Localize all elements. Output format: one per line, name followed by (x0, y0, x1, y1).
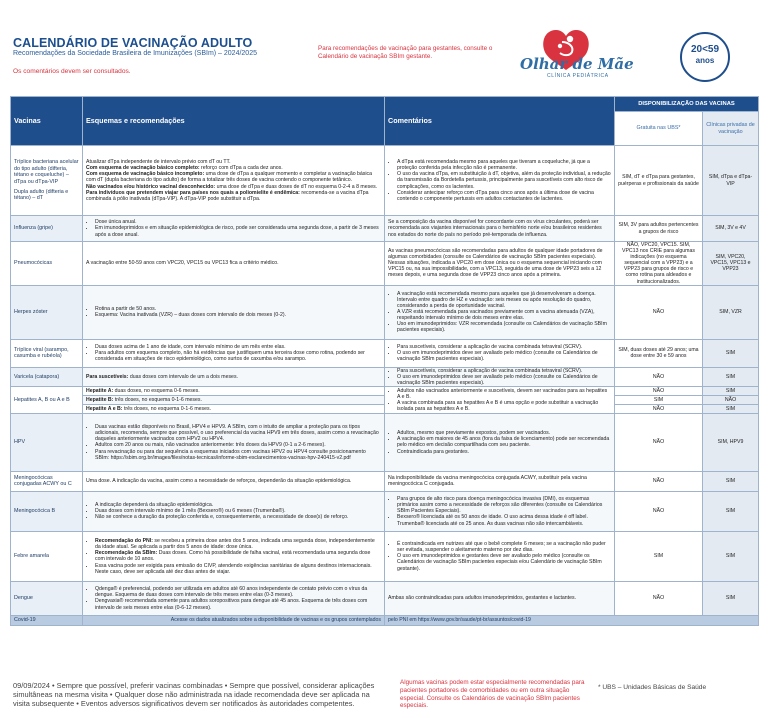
paragraph (86, 190, 381, 202)
text: Se a composição da vacina disponível for concordante com os vírus circulantes, poderá ser recomendada aos viajantes internacionais para o hemisfério norte e/ou brasileiros residentes nos estados do norte do país no período pré-temporada de influenza. (388, 219, 602, 238)
text: Duas doses. Como há possibilidade de falha vacinal, está recomendada uma segunda dose com intervalo de 10 anos. (95, 550, 371, 563)
comments-cell (385, 581, 615, 615)
bullet-item (397, 321, 611, 333)
text: A vacinação está recomendada mesmo para aqueles que já desenvolveram a doença. Intervalo entre quadro de HZ e vacinação: seis meses ou após resolução do quadro, considerando a perda de oportunidade vacinal. (397, 290, 596, 310)
bold-label: Recomendação do PNI: (95, 538, 153, 545)
bullet-item (397, 449, 611, 455)
age-badge (680, 32, 730, 82)
bullet-item (95, 449, 381, 461)
bullet-item (95, 514, 381, 520)
comments-cell (385, 413, 615, 471)
bullet-item (397, 159, 611, 171)
age-range: 20<59 (690, 44, 720, 55)
private-availability: NÃO (703, 395, 759, 404)
bullet-item (397, 514, 611, 526)
ubs-availability: NÃO (615, 581, 703, 615)
bullet-list (388, 291, 611, 334)
vaccine-name: Hepatites A, B ou A e B (11, 386, 83, 413)
ubs-availability: NÃO (615, 491, 703, 531)
bullet-list (86, 306, 381, 318)
text: Duas doses acima de 1 ano de idade, com intervalo mínimo de um mês entre elas. (95, 344, 286, 351)
text: A VZR está recomendada para vacinados previamente com a vacina atenuada (VZA), respeitando intervalo mínimo de dois meses entre elas. (397, 309, 595, 322)
text: Dengvaxia® recomendada somente para adultos soropositivos para dengue até 45 anos. Esquema de três doses com intervalo de seis meses entre elas (0-6-12 meses). (95, 598, 368, 611)
vaccine-name (11, 491, 83, 531)
table-row (11, 216, 759, 242)
scheme-cell (83, 386, 385, 395)
table-row (11, 386, 759, 395)
bullet-list (388, 430, 611, 454)
text: Essa vacina pode ser exigida para emissão do CIVP, atendendo exigências sanitárias de alguns destinos internacionais. Neste caso, deve ser aplicada até dez dias antes de viajar. (95, 562, 372, 575)
ubs-availability: SIM (615, 395, 703, 404)
scheme-cell (83, 216, 385, 242)
bullet-item (397, 291, 611, 309)
logo-subtitle: CLÍNICA PEDIÁTRICA (547, 73, 609, 79)
table-row (11, 146, 759, 216)
private-availability: SIM, HPV9 (703, 413, 759, 471)
text: Para revacinação ou para dar sequência a esquemas iniciados com vacinas HPV2 ou HPV4 consulte posicionamento SBIm: https://sbim.org.br/images/files/notas-tecnicas/informe-sbim-esclarecimentos-vacinas-hpv-240415-v2.pdf (95, 448, 366, 461)
text: duas doses com intervalo de um a dois meses. (128, 373, 238, 380)
bullet-list (388, 541, 611, 571)
bullet-item (397, 541, 611, 553)
header-comentarios: Comentários (385, 97, 615, 146)
bold-label: Hepatite B: (86, 396, 114, 403)
text: Qdenga® é preferencial, podendo ser utilizada em adultos até 60 anos independente de contato prévio com o vírus da dengue. Esquema de duas doses com intervalo de três meses entre elas (0-3 meses). (95, 586, 368, 599)
bullet-item (95, 312, 381, 318)
table-row (11, 339, 759, 367)
page-subtitle: Recomendações da Sociedade Brasileira de Imunizações (SBIm) – 2024/2025 (13, 50, 257, 57)
text: Adultos com 20 anos ou mais, não vacinados anteriormente: três doses da HPV9 (0-1 a 2-6 meses). (95, 442, 326, 449)
text: Duas doses com intervalo mínimo de 1 mês (Bexsero®) ou 6 meses (Trumenba®). (95, 508, 286, 515)
bold-label: Com esquema de vacinação básico incompleto: (86, 171, 205, 178)
text: A dTpa está recomendada mesmo para aqueles que tiveram a coqueluche, já que a proteção conferida pela infecção não é permanente. (397, 159, 590, 172)
comments-cell (385, 242, 615, 286)
text: Para adultos com esquema completo, não há evidências que justifiquem uma terceira dose como rotina, podendo ser considerada em situações de risco epidemiológico, como surtos de caxumba e/ou sarampo. (95, 350, 365, 363)
text: duas doses, no esquema 0-6 meses. (113, 387, 200, 394)
bullet-item (397, 496, 611, 514)
table-row (11, 285, 759, 339)
private-availability: SIM (703, 339, 759, 367)
ubs-availability: NÃO, VPC20, VPC15. SIM, VPC13 nos CRIE para algumas indicações (no esquema sequencial com a VPP23) e a VPP23 para grupos de risco e como rotina para aldeados e institucionalizados. (615, 242, 703, 286)
bullet-list (388, 159, 611, 202)
private-availability: SIM, 3V e 4V (703, 216, 759, 242)
ubs-availability: NÃO (615, 367, 703, 386)
paragraph (86, 260, 381, 266)
vaccine-name-extra: Dupla adulto (difteria e tétano) – dT (14, 188, 69, 202)
text: três doses, no esquema 0-1-6 meses. (113, 396, 202, 403)
private-availability: SIM (703, 471, 759, 491)
comments-cell (385, 285, 615, 339)
text: Para suscetíveis, considerar a aplicação de vacina combinada tetraviral (SCRV). (397, 367, 583, 374)
comments-cell (385, 471, 615, 491)
text: uma dose de dTpa a qualquer momento e completar a vacinação básica com dT (dupla bacteriana do tipo adulto) de forma a totalizar três doses de vacina contendo o componente tetânico. (86, 171, 373, 184)
private-availability: SIM (703, 367, 759, 386)
bullet-item (397, 171, 611, 189)
vaccine-name (11, 285, 83, 339)
text: As vacinas pneumocócicas são recomendadas para adultos de qualquer idade portadores de algumas comorbidades (consulte os Calendários de vacinação SBIm pacientes especiais). Nessas situações, indicada a VPC20 em dose única ou o esquema sequencial iniciando com VPC15 ou, na sua impossibilidade, com a VPC13, seguida de uma dose de VPP23 seis a 12 meses depois, e uma segunda dose de VPP23 cinco anos após a primeira. (388, 248, 603, 279)
text: Contraindicada para gestantes. (397, 448, 470, 455)
bullet-list (388, 496, 611, 526)
scheme-cell (83, 491, 385, 531)
footer-special-note: Algumas vacinas podem estar especialmente recomendadas para pacientes portadores de comorbidades ou em outra situação especial. Consulte os Calendários de vacinação SBIm pacientes especiais. (400, 679, 585, 710)
ubs-availability: NÃO (615, 404, 703, 413)
ubs-availability: SIM, 3V para adultos pertencentes a grupos de risco (615, 216, 703, 242)
private-availability: SIM, VZR (703, 285, 759, 339)
vaccine-name-text: Tríplice bacteriana acelular do tipo adulto (difteria, tétano e coqueluche) – dTpa ou dTpa-VIP (14, 159, 79, 185)
page-header (0, 0, 768, 95)
bullet-item (95, 598, 381, 610)
vaccine-name-text: Tríplice viral (sarampo, caxumba e rubéola) (14, 346, 69, 360)
header-privadas: Clínicas privadas de vacinação (703, 112, 759, 146)
bullet-item (397, 190, 611, 202)
bullet-list (86, 586, 381, 610)
bold-label: Hepatite A: (86, 387, 114, 394)
bullet-list (86, 424, 381, 461)
table-row (11, 581, 759, 615)
bullet-item (95, 424, 381, 442)
text: Adultos não vacinados anteriormente e suscetíveis, devem ser vacinados para as hepatites A e B. (397, 387, 608, 400)
vaccine-name (11, 242, 83, 286)
private-availability: SIM, dTpa e dTpa-VIP (703, 146, 759, 216)
scheme-cell (83, 242, 385, 286)
vaccine-name-text: Varicela (catapora) (14, 373, 60, 380)
vaccine-name-text: HPV (14, 439, 26, 446)
text: A vacinação entre 50-59 anos com VPC20, VPC15 ou VPC13 fica a critério médico. (86, 260, 279, 267)
vaccine-name (11, 413, 83, 471)
scheme-cell (83, 471, 385, 491)
text: Duas vacinas estão disponíveis no Brasil, HPV4 e HPV9. A SBIm, com o intuito de ampliar a proteção para os tipos adicionais, recomenda, sempre que possível, o uso preferencial da vacina HPV9 em três doses, assim como a revacinação daqueles anteriormente vacinados com HPV2 ou HPV4. (95, 424, 379, 443)
text: Não se conhece a duração da proteção conferida e, consequentemente, a necessidade de dose(s) de reforço. (95, 514, 349, 521)
ubs-availability: SIM (615, 531, 703, 581)
paragraph (86, 171, 381, 183)
text: Dose única anual. (95, 219, 137, 226)
ubs-availability: NÃO (615, 285, 703, 339)
comments-cell (385, 491, 615, 531)
ubs-availability: NÃO (615, 471, 703, 491)
vaccine-name (11, 471, 83, 491)
paragraph (388, 248, 611, 278)
text: recomenda-se a vacina dTpa combinada à pólio inativada (dTpa-VIP). A dTpa-VIP pode substituir a dTpa. (86, 189, 369, 202)
bullet-list (388, 368, 611, 386)
text: Uso em imunodeprimidos: VZR recomendada (consulte os Calendários de vacinação SBIm pacientes especiais). (397, 321, 607, 334)
text: O uso em imunodeprimidos deve ser avaliado pelo médico (consulte os Calendários de vacinação SBIm pacientes especiais). (397, 373, 598, 386)
vaccine-name (11, 339, 83, 367)
paragraph (86, 374, 381, 380)
scheme-cell (83, 367, 385, 386)
bullet-list (86, 538, 381, 575)
table-row (11, 413, 759, 471)
text: Esquema: Vacina inativada (VZR) – duas doses com intervalo de dois meses (0-2). (95, 312, 287, 319)
text: reforço com dTpa a cada dez anos. (199, 165, 283, 172)
private-availability: SIM (703, 404, 759, 413)
comments-cell (385, 339, 615, 367)
text: Ambas são contraindicadas para adultos imunodeprimidos, gestantes e lactantes. (388, 595, 577, 602)
table-row-covid (11, 615, 759, 625)
private-availability: SIM (703, 531, 759, 581)
comments-cell (385, 367, 615, 386)
header-ubs: Gratuita nas UBS* (615, 112, 703, 146)
bullet-list (388, 344, 611, 362)
vaccine-name (11, 581, 83, 615)
text: se recebeu a primeira dose antes dos 5 anos, indicada uma segunda dose, independentemente da idade atual. Se aplicada a partir dos 5 anos de idade: dose única. (95, 538, 375, 551)
paragraph (388, 475, 611, 487)
scheme-cell (83, 285, 385, 339)
ubs-availability: NÃO (615, 413, 703, 471)
vaccine-name (11, 146, 83, 216)
text: Atualizar dTpa independente de intervalo prévio com dT ou TT. (86, 159, 231, 166)
ubs-availability: NÃO (615, 386, 703, 395)
vaccine-name-text: Febre amarela (14, 553, 50, 560)
bullet-item (397, 309, 611, 321)
bullet-item (397, 400, 611, 412)
text: Em imunodeprimidos e em situação epidemiológica de risco, pode ser considerada uma segunda dose, a partir de 3 meses após a dose anual. (95, 225, 379, 238)
private-availability: SIM, VPC20, VPC15, VPC13 e VPP23 (703, 242, 759, 286)
private-availability: SIM (703, 386, 759, 395)
logo-name: Olhar de Mãe (520, 55, 634, 73)
covid-scheme: Acesse os dados atualizados sobre a disponibilidade de vacinas e os grupos contemplados (83, 615, 385, 625)
text: A vacinação em maiores de 45 anos (fora da faixa de licenciamento) pode ser recomendada pelo médico em decisão compartilhada com seu paciente. (397, 436, 610, 449)
bullet-item (95, 350, 381, 362)
bullet-item (397, 553, 611, 571)
text: três doses, no esquema 0-1-6 meses. (122, 405, 212, 412)
table-row (11, 367, 759, 386)
vaccine-name-text: Pneumocócicas (14, 260, 53, 267)
text: A indicação dependerá da situação epidemiológica. (95, 502, 214, 509)
vaccine-name: Covid-19 (11, 615, 83, 625)
text: O uso em imunodeprimidos e gestantes deve ser avaliado pelo médico (consulte os Calendários de vacinação SBIm pacientes especiais e/ou Calendário de vacinação SBIm gestante). (397, 553, 602, 572)
vaccine-name (11, 216, 83, 242)
bold-label: Hepatite A e B: (86, 405, 123, 412)
ubs-availability: SIM, dT e dTpa para gestantes, puérperas e profissionais da saúde (615, 146, 703, 216)
bullet-item (397, 436, 611, 448)
table-row (11, 471, 759, 491)
comments-cell (385, 531, 615, 581)
paragraph (86, 478, 381, 484)
age-unit: anos (695, 56, 715, 65)
text: A vacina combinada para as hepatites A e B é uma opção e pode substituir a vacinação isolada para as hepatites A e B. (397, 399, 599, 413)
comments-cell (385, 216, 615, 242)
page-title: CALENDÁRIO DE VACINAÇÃO ADULTO (13, 36, 253, 50)
comments-cell (385, 386, 615, 413)
bullet-item (397, 350, 611, 362)
text: Para suscetíveis, considerar a aplicação de vacina combinada tetraviral (SCRV). (397, 344, 583, 351)
header-vacinas: Vacinas (11, 97, 83, 146)
header-esquemas: Esquemas e recomendações (83, 97, 385, 146)
bullet-list (86, 219, 381, 237)
private-availability: SIM (703, 581, 759, 615)
bold-label: Para indivíduos que pretendem viajar para países nos quais a poliomielite é endêmica: (86, 189, 300, 196)
pregnant-note: Para recomendações de vacinação para gestantes, consulte o Calendário de vacinação SBIm gestante. (318, 45, 493, 60)
scheme-cell (83, 339, 385, 367)
covid-link[interactable]: pelo PNI em https://www.gov.br/saude/pt-br/assuntos/covid-19 (385, 615, 759, 625)
vaccine-name (11, 531, 83, 581)
bullet-item (95, 563, 381, 575)
text: Para grupos de alto risco para doença meningocócica invasiva (DMI), os esquemas primários assim como a necessidade de reforços são diferentes (consulte os Calendários SBIm Pacientes Especiais). (397, 496, 603, 515)
paragraph (388, 595, 611, 601)
table-row (11, 531, 759, 581)
scheme-cell (83, 581, 385, 615)
header-disponibilizacao: DISPONIBILIZAÇÃO DAS VACINAS (615, 97, 759, 112)
text: Uma dose. A indicação da vacina, assim como a necessidade de reforços, dependerão da situação epidemiológica. (86, 478, 352, 485)
table-row (11, 242, 759, 286)
bullet-list (86, 344, 381, 362)
bullet-list (86, 502, 381, 520)
text: Na indisponibilidade da vacina meningocócica conjugada ACWY, substituir pela vacina meningocócica C conjugada. (388, 475, 587, 488)
scheme-cell (83, 404, 385, 413)
ubs-availability: SIM, duas doses até 29 anos; uma dose entre 30 e 59 anos (615, 339, 703, 367)
table-row (11, 491, 759, 531)
text: Adultos, mesmo que previamente expostos, podem ser vacinados. (397, 430, 551, 437)
bullet-item (95, 225, 381, 237)
vaccine-name-text: Meningocócica B (14, 508, 56, 515)
bold-label: Recomendação da SBIm: (95, 550, 158, 557)
bullet-item (95, 538, 381, 550)
vaccination-table (10, 96, 759, 626)
scheme-cell (83, 531, 385, 581)
bullet-item (95, 586, 381, 598)
paragraph (388, 219, 611, 237)
bullet-item (397, 388, 611, 400)
text: Considerar antecipar reforço com dTpa para cinco anos após a última dose de vacina contendo o componente pertussis em adultos contactantes de lactentes. (397, 189, 594, 202)
scheme-cell (83, 395, 385, 404)
vaccine-name-text: Herpes zóster (14, 308, 48, 315)
vaccine-name (11, 367, 83, 386)
text: É contraindicada em nutrizes até que o bebê complete 6 meses; se a vacinação não puder ser evitada, suspender o aleitamento materno por dez dias. (397, 541, 606, 554)
comment-note: Os comentários devem ser consultados. (13, 68, 131, 75)
comments-cell (385, 146, 615, 216)
vaccine-name-text: Influenza (gripe) (14, 225, 53, 232)
scheme-cell (83, 413, 385, 471)
bold-label: Com esquema de vacinação básico completo: (86, 165, 200, 172)
table-body (11, 146, 759, 626)
footer-notes: 09/09/2024 • Sempre que possível, preferir vacinas combinadas • Sempre que possível, considerar aplicações simultâneas na mesma visita • Qualquer dose não administrada na idade recomendada deve ser aplicada na visita subsequente • Eventos adversos significativos devem ser notificados às autoridades competentes. (13, 681, 375, 708)
bullet-item (95, 550, 381, 562)
bullet-item (397, 374, 611, 386)
bullet-list (388, 388, 611, 412)
private-availability: SIM (703, 491, 759, 531)
text: O uso da vacina dTpa, em substituição à dT, objetiva, além da proteção individual, a redução da transmissão da Bordetella pertussis, principalmente para suscetíveis com alto risco de complicações, como os lactentes. (397, 171, 611, 190)
text: O uso em imunodeprimidos deve ser avaliado pelo médico (consulte os Calendários de vacinação SBIm pacientes especiais). (397, 350, 598, 363)
vaccine-name-text: Dengue (14, 595, 33, 602)
text: Rotina a partir de 50 anos. (95, 306, 157, 313)
text: uma dose de dTpa e duas doses de dT no esquema 0-2-4 a 8 meses. (215, 183, 378, 190)
bold-label: Para suscetíveis: (86, 373, 129, 380)
vaccine-name-text: Meningocócicas conjugadas ACWY ou C (14, 475, 72, 488)
bold-label: Não vacinados e/ou histórico vacinal desconhecido: (86, 183, 216, 190)
text: Bexsero® licenciada até os 50 anos de idade. O uso acima dessa idade é off label. Trumenba® licenciada até os 25 anos. As duas vacinas não são intercambiáveis. (397, 514, 588, 527)
scheme-cell (83, 146, 385, 216)
footer-ubs-note: * UBS – Unidades Básicas de Saúde (598, 684, 707, 691)
